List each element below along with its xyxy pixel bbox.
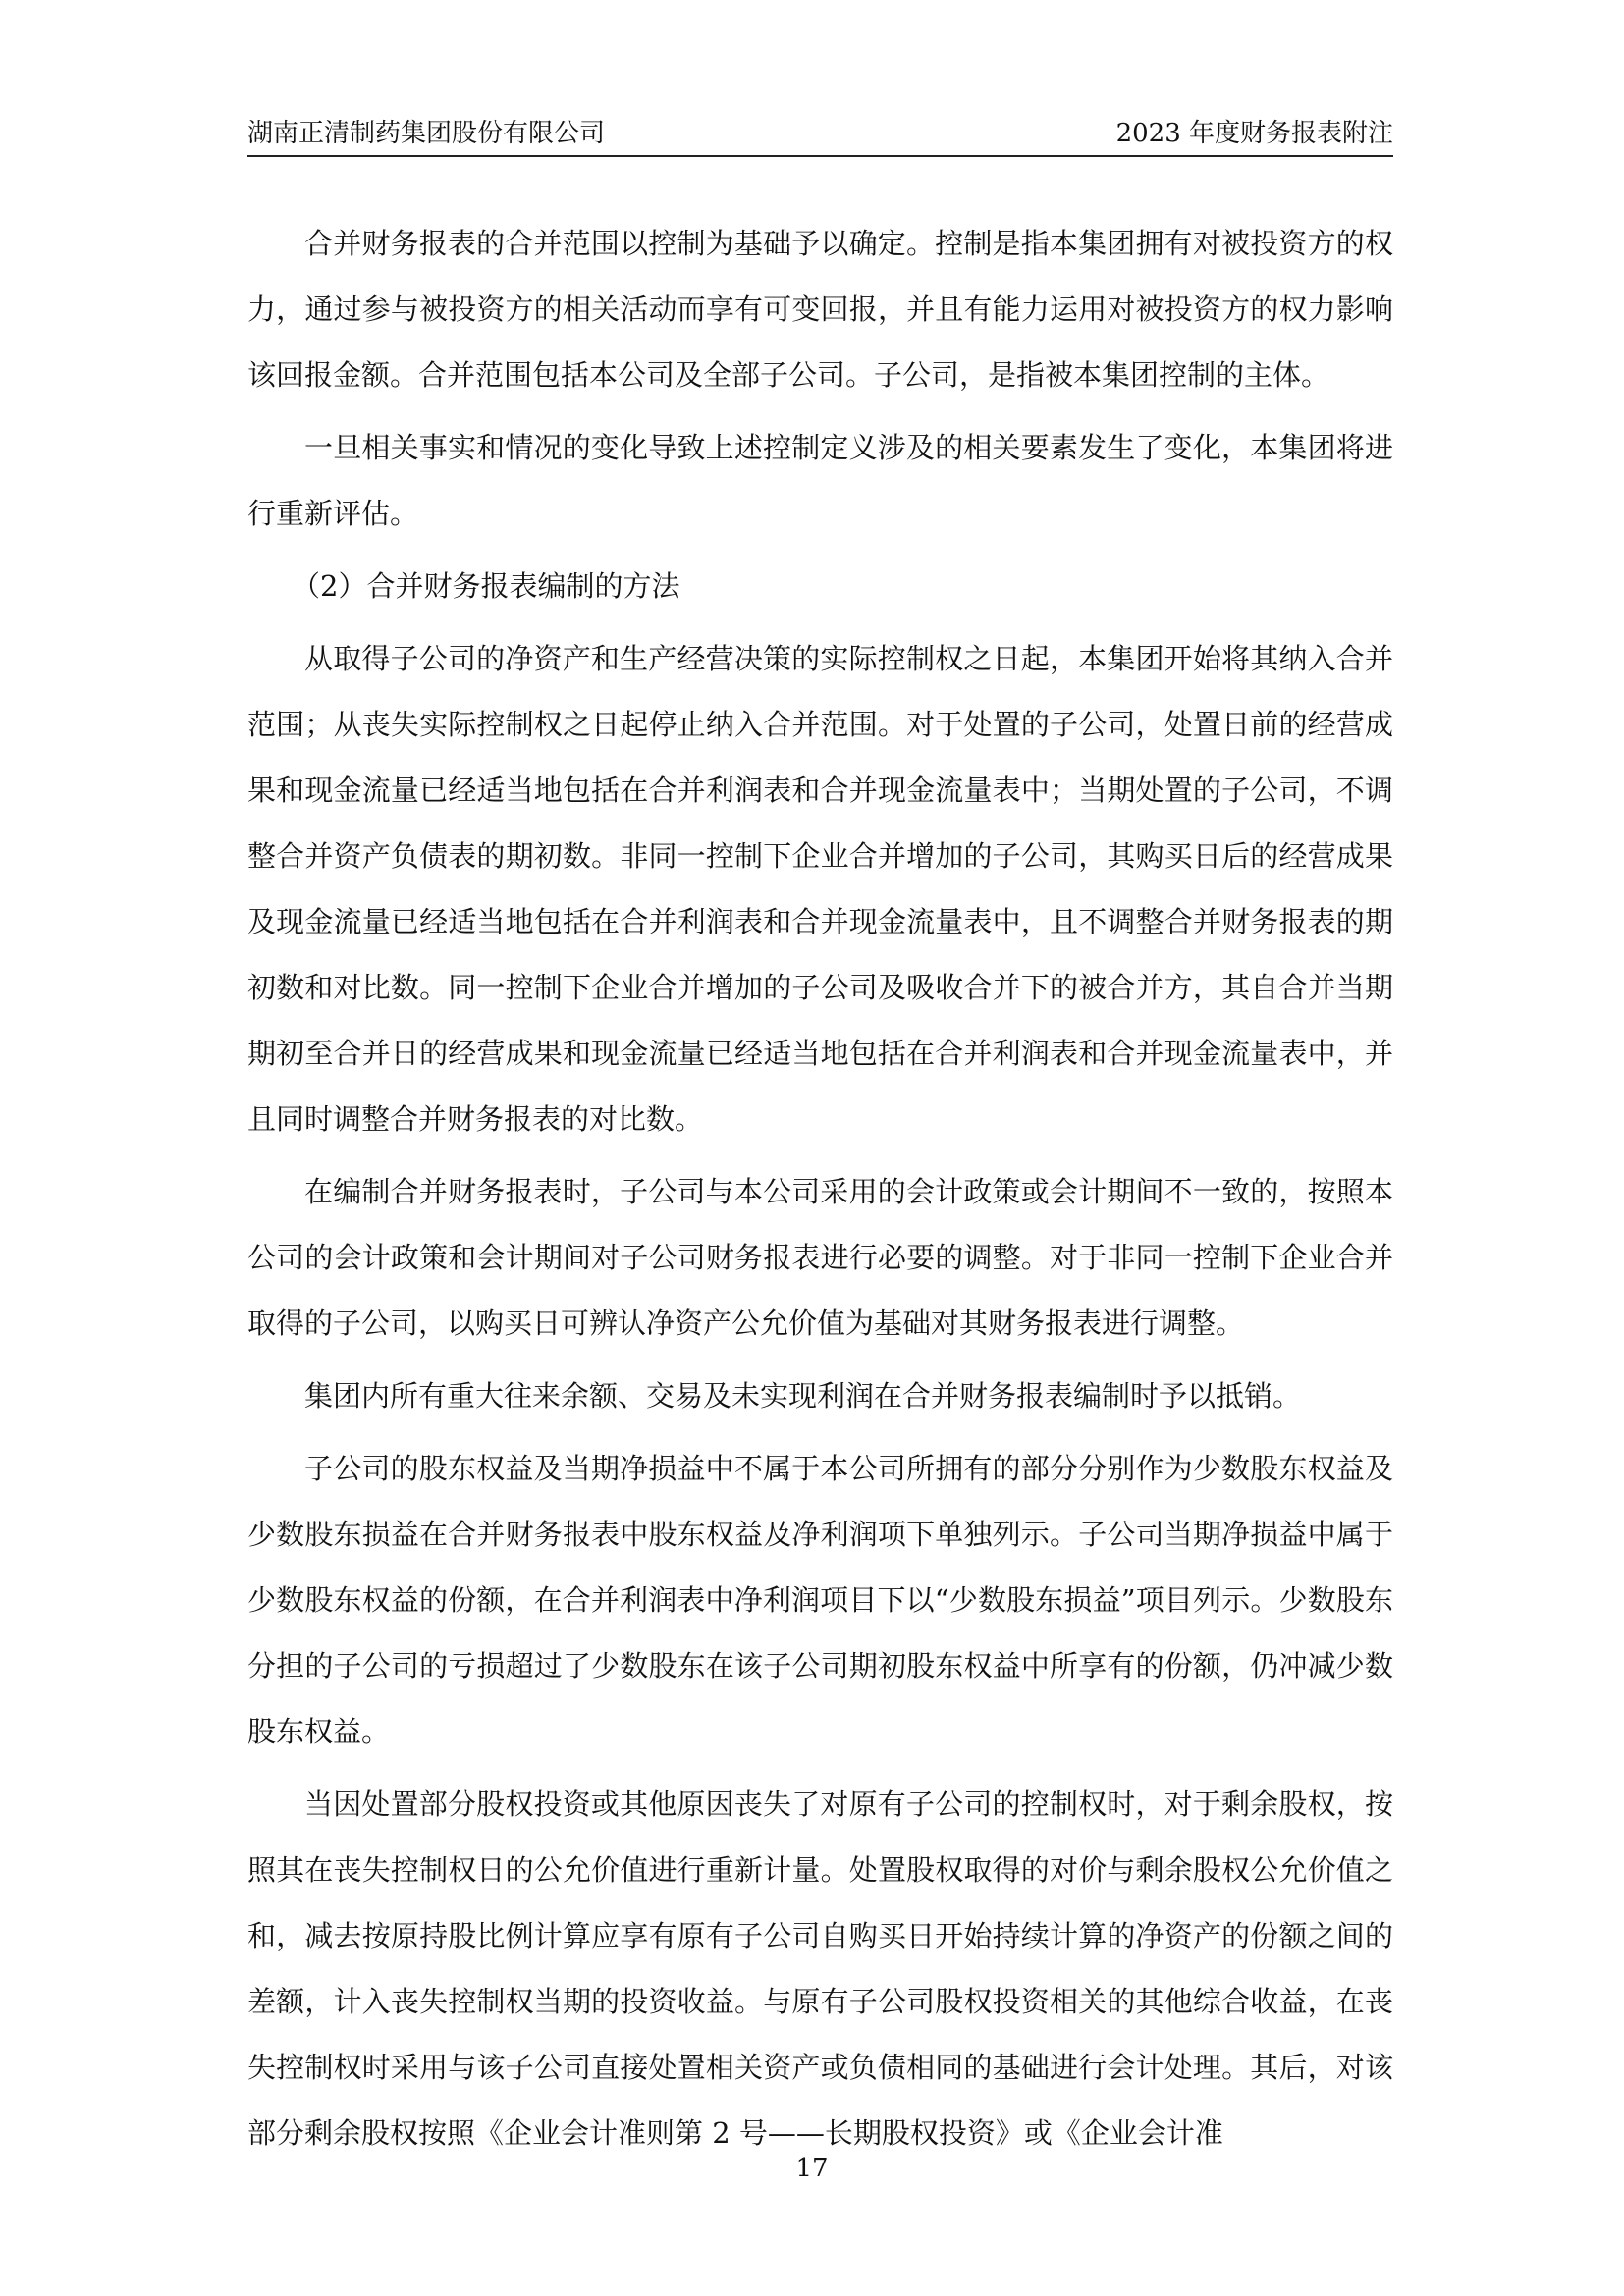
paragraph: 在编制合并财务报表时，子公司与本公司采用的会计政策或会计期间不一致的，按照本公司的会计政策和会计期间对子公司财务报表进行必要的调整。对于非同一控制下企业合并取得的子公司，以购买日可辨认净资产公允价值为基础对其财务报表进行调整。 <box>247 1175 1393 1340</box>
paragraph: 子公司的股东权益及当期净损益中不属于本公司所拥有的部分分别作为少数股东权益及少数股东损益在合并财务报表中股东权益及净利润项下单独列示。子公司当期净损益中属于少数股东权益的份额，在合并利润表中净利润项目下以“少数股东损益”项目列示。少数股东分担的子公司的亏损超过了少数股东在该子公司期初股东权益中所享有的份额，仍冲减少数股东权益。 <box>247 1452 1393 1748</box>
paragraph: 一旦相关事实和情况的变化导致上述控制定义涉及的相关要素发生了变化，本集团将进行重新评估。 <box>247 431 1393 530</box>
section-heading: （2）合并财务报表编制的方法 <box>292 569 680 603</box>
paragraph: 当因处置部分股权投资或其他原因丧失了对原有子公司的控制权时，对于剩余股权，按照其在丧失控制权日的公允价值进行重新计量。处置股权取得的对价与剩余股权公允价值之和，减去按原持股比例计算应享有原有子公司自购买日开始持续计算的净资产的份额之间的差额，计入丧失控制权当期的投资收益。与原有子公司股权投资相关的其他综合收益，在丧失控制权时采用与该子公司直接处置相关资产或负债相同的基础进行会计处理。其后，对该部分剩余股权按照《企业会计准则第 2 号——长期股权投资》或《企业会计准 <box>247 1788 1393 2150</box>
page-number: 17 <box>795 2154 829 2183</box>
page-body <box>247 211 1393 2173</box>
page-header <box>247 110 1393 157</box>
paragraph: 从取得子公司的净资产和生产经营决策的实际控制权之日起，本集团开始将其纳入合并范围；从丧失实际控制权之日起停止纳入合并范围。对于处置的子公司，处置日前的经营成果和现金流量已经适当地包括在合并利润表和合并现金流量表中；当期处置的子公司，不调整合并资产负债表的期初数。非同一控制下企业合并增加的子公司，其购买日后的经营成果及现金流量已经适当地包括在合并利润表和合并现金流量表中，且不调整合并财务报表的期初数和对比数。同一控制下企业合并增加的子公司及吸收合并下的被合并方，其自合并当期期初至合并日的经营成果和现金流量已经适当地包括在合并利润表和合并现金流量表中，并且同时调整合并财务报表的对比数。 <box>247 642 1393 1136</box>
header-company: 湖南正清制药集团股份有限公司 <box>247 119 606 148</box>
header-report-title: 2023 年度财务报表附注 <box>1115 119 1393 148</box>
paragraph: 集团内所有重大往来余额、交易及未实现利润在合并财务报表编制时予以抵销。 <box>304 1379 1302 1413</box>
paragraph: 合并财务报表的合并范围以控制为基础予以确定。控制是指本集团拥有对被投资方的权力，通过参与被投资方的相关活动而享有可变回报，并且有能力运用对被投资方的权力影响该回报金额。合并范围包括本公司及全部子公司。子公司，是指被本集团控制的主体。 <box>247 227 1393 392</box>
